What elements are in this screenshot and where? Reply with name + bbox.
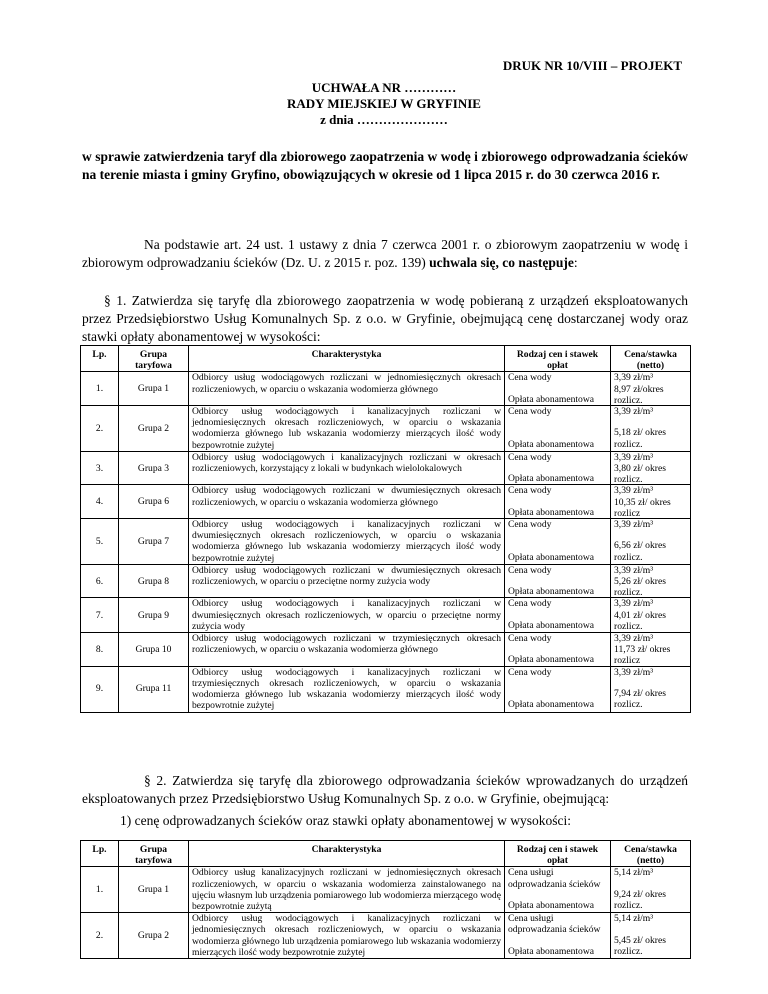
fee-kind-label: Opłata abonamentowa (508, 586, 595, 598)
legal-basis-text: Na podstawie art. 24 ust. 1 ustawy z dnia 7 czerwca 2001 r. o zbiorowym zaopatrzeniu w wodę i zbiorowym odprowadzaniu ścieków (Dz. U. z 2015 r. poz. 139) (82, 237, 688, 270)
fee-value: 7,94 zł/ okres rozlicz. (614, 688, 666, 711)
price-value: 3,39 zł/m³ (614, 451, 654, 463)
group-cell-text: Grupa 2 (137, 930, 170, 942)
price-cell-stack (614, 633, 687, 666)
price-cell (611, 867, 691, 913)
lp-cell (81, 372, 119, 406)
lp-cell-text: 1. (95, 884, 104, 896)
kind-cell-stack (508, 519, 607, 563)
resolution-topic: w sprawie zatwierdzenia taryf dla zbiorowego zaopatrzenia w wodę i zbiorowego odprowadzania ścieków na terenie miasta i gminy Gryfino, obowiązujących w okresie od 1 lipca 2015 r. do 30 czerwca 2016 r. (82, 149, 688, 182)
price-kind-label: Cena usługi odprowadzania ścieków (508, 913, 601, 936)
group-cell-text: Grupa 6 (137, 496, 170, 508)
resolution-date: z dnia ………………… (320, 112, 448, 127)
lp-cell-text: 7. (95, 609, 104, 621)
lp-cell (81, 666, 119, 712)
fee-value: 10,35 zł/ okres rozlicz (614, 496, 671, 519)
characteristic-cell: Odbiorcy usług wodociągowych rozliczani w jednomiesięcznych okresach rozliczeniowych, w oparciu o wskazania wodomierza głównego (189, 372, 505, 406)
lp-cell-text: 5. (95, 535, 104, 547)
price-cell (611, 564, 691, 598)
lp-cell (81, 867, 119, 913)
water-tariff-table (80, 345, 691, 713)
group-cell (119, 564, 189, 598)
kind-cell-stack (508, 667, 607, 711)
legal-basis (82, 236, 688, 272)
price-value: 3,39 zł/m³ (614, 406, 654, 418)
kind-cell-stack (508, 406, 607, 450)
group-cell-text: Grupa 8 (137, 575, 170, 587)
table-header-row (81, 841, 691, 867)
group-cell (119, 406, 189, 452)
sewage-tariff-table (80, 840, 691, 959)
price-cell-stack (614, 598, 687, 631)
kind-cell (505, 598, 611, 633)
price-cell (611, 485, 691, 519)
price-kind-label: Cena wody (508, 485, 552, 497)
group-cell-text: Grupa 2 (137, 422, 170, 434)
table-row (81, 372, 691, 406)
characteristic-cell: Odbiorcy usług wodociągowych i kanalizacyjnych rozliczani w jednomiesięcznych okresach rozliczeniowych, w oparciu o wskazania wodomierza głównego lub wskazania wodomierzy mierzących ilość wody bezpowrotnie zużytej (189, 406, 505, 452)
kind-cell (505, 406, 611, 452)
group-cell-text: Grupa 1 (137, 884, 170, 896)
price-value: 3,39 zł/m³ (614, 598, 654, 610)
price-cell-stack (614, 667, 687, 711)
kind-cell (505, 519, 611, 565)
price-cell-stack (614, 565, 687, 598)
fee-value: 8,97 zł/okres rozlicz. (614, 383, 664, 406)
fee-kind-label: Opłata abonamentowa (508, 551, 595, 563)
group-cell (119, 598, 189, 633)
characteristic-cell: Odbiorcy usług wodociągowych i kanalizacyjnych rozliczani w jednomiesięcznych okresach rozliczeniowych, w oparciu o wskazania wodomierza głównego lub urządzenia pomiarowego lub wskazania wodomierzy mierzących ilość wody bezpowrotnie zużytej (189, 913, 505, 959)
header-kind: Rodzaj cen i stawek opłat (505, 841, 611, 867)
price-cell-stack (614, 485, 687, 518)
table-row (81, 564, 691, 598)
characteristic-cell: Odbiorcy usług wodociągowych rozliczani w dwumiesięcznych okresach rozliczeniowych, w oparciu o przeciętne normy zużycia wody (189, 564, 505, 598)
sewage-table-body (81, 867, 691, 959)
lp-cell-text: 8. (95, 643, 104, 655)
paragraph-1: § 1. Zatwierdza się taryfę dla zbiorowego zaopatrzenia w wodę pobieraną z urządzeń eksploatowanych przez Przedsiębiorstwo Usług Komunalnych Sp. z o.o. w Gryfinie, obejmującą cenę dostarczanej wody oraz stawki opłaty abonamentowej w wysokości: (82, 293, 688, 344)
group-cell-text: Grupa 7 (137, 535, 170, 547)
druk-number: DRUK NR 10/VIII – PROJEKT (502, 58, 682, 73)
header-char: Charakterystyka (189, 841, 505, 867)
price-cell-stack (614, 867, 687, 911)
price-value: 5,14 zł/m³ (614, 913, 654, 925)
kind-cell-stack (508, 372, 607, 405)
price-cell (611, 519, 691, 565)
kind-cell (505, 666, 611, 712)
table-row (81, 485, 691, 519)
fee-value: 5,45 zł/ okres rozlicz. (614, 934, 666, 957)
price-cell (611, 913, 691, 959)
table-row (81, 519, 691, 565)
fee-kind-label: Opłata abonamentowa (508, 438, 595, 450)
lp-cell-text: 1. (95, 383, 104, 395)
header-price: Cena/stawka (netto) (611, 346, 691, 372)
price-kind-label: Cena wody (508, 633, 552, 645)
kind-cell (505, 485, 611, 519)
kind-cell-stack (508, 598, 607, 631)
header-price: Cena/stawka (netto) (611, 841, 691, 867)
kind-cell (505, 633, 611, 667)
fee-kind-label: Opłata abonamentowa (508, 945, 595, 957)
group-cell (119, 867, 189, 913)
kind-cell-stack (508, 867, 607, 911)
group-cell (119, 913, 189, 959)
lp-cell (81, 633, 119, 667)
lp-cell (81, 406, 119, 452)
price-kind-label: Cena wody (508, 564, 552, 576)
price-kind-label: Cena wody (508, 519, 552, 531)
lp-cell-text: 2. (95, 930, 104, 942)
price-value: 3,39 zł/m³ (614, 519, 654, 531)
group-cell-text: Grupa 11 (135, 683, 172, 695)
lp-cell (81, 913, 119, 959)
price-value: 5,14 zł/m³ (614, 867, 654, 879)
price-kind-label: Cena wody (508, 598, 552, 610)
fee-kind-label: Opłata abonamentowa (508, 473, 595, 485)
group-cell (119, 372, 189, 406)
table-row (81, 867, 691, 913)
price-cell (611, 666, 691, 712)
fee-value: 9,24 zł/ okres rozlicz. (614, 888, 666, 912)
lp-cell-text: 2. (95, 422, 104, 434)
characteristic-cell: Odbiorcy usług wodociągowych i kanalizacyjnych rozliczani w dwumiesięcznych okresach rozliczeniowych, w oparciu o przeciętne normy zużycia wody (189, 598, 505, 633)
kind-cell (505, 451, 611, 485)
kind-cell-stack (508, 485, 607, 518)
lp-cell (81, 564, 119, 598)
kind-cell (505, 564, 611, 598)
price-kind-label: Cena wody (508, 666, 552, 678)
price-cell-stack (614, 519, 687, 563)
header-group: Grupa taryfowa (119, 841, 189, 867)
characteristic-cell: Odbiorcy usług wodociągowych rozliczani w dwumiesięcznych okresach rozliczeniowych, w oparciu o wskazania wodomierza głównego (189, 485, 505, 519)
kind-cell (505, 913, 611, 959)
table-row (81, 451, 691, 485)
kind-cell-stack (508, 452, 607, 485)
fee-value: 5,18 zł/ okres rozlicz. (614, 427, 666, 450)
price-cell (611, 633, 691, 667)
table-row (81, 633, 691, 667)
table-row (81, 406, 691, 452)
legal-basis-end: : (573, 255, 578, 270)
price-kind-label: Cena usługi odprowadzania ścieków (508, 867, 601, 890)
price-cell-stack (614, 406, 687, 450)
table-header-row (81, 346, 691, 372)
lp-cell (81, 598, 119, 633)
header-char: Charakterystyka (189, 346, 505, 372)
price-cell-stack (614, 913, 687, 957)
price-cell-stack (614, 372, 687, 405)
characteristic-cell: Odbiorcy usług wodociągowych i kanalizacyjnych rozliczani w dwumiesięcznych okresach rozliczeniowych, w oparciu o wskazania wodomierza głównego lub wskazania wodomierzy mierzących ilość wody bezpowrotnie zużytej (189, 519, 505, 565)
price-cell (611, 406, 691, 452)
fee-kind-label: Opłata abonamentowa (508, 393, 595, 405)
price-cell (611, 451, 691, 485)
water-table-body (81, 372, 691, 712)
lp-cell (81, 485, 119, 519)
table-row (81, 598, 691, 633)
group-cell-text: Grupa 10 (135, 643, 172, 655)
fee-value: 4,01 zł/ okres rozlicz. (614, 609, 666, 632)
council-name: RADY MIEJSKIEJ W GRYFINIE (287, 96, 481, 111)
price-cell-stack (614, 452, 687, 485)
lp-cell-text: 4. (95, 496, 104, 508)
characteristic-cell: Odbiorcy usług wodociągowych i kanalizacyjnych rozliczani w trzymiesięcznych okresach rozliczeniowych, w oparciu o wskazania wodomierza głównego lub wskazania wodomierzy mierzących ilość wody bezpowrotnie zużytej (189, 666, 505, 712)
lp-cell-text: 9. (95, 683, 104, 695)
fee-kind-label: Opłata abonamentowa (508, 619, 595, 631)
paragraph-2-item: 1) cenę odprowadzanych ścieków oraz stawki opłaty abonamentowej w wysokości: (120, 813, 571, 828)
price-kind-label: Cena wody (508, 372, 552, 384)
lp-cell (81, 451, 119, 485)
fee-kind-label: Opłata abonamentowa (508, 506, 595, 518)
group-cell (119, 451, 189, 485)
group-cell (119, 666, 189, 712)
kind-cell (505, 867, 611, 913)
fee-kind-label: Opłata abonamentowa (508, 900, 595, 912)
group-cell-text: Grupa 3 (137, 462, 170, 474)
paragraph-2: § 2. Zatwierdza się taryfę dla zbiorowego odprowadzania ścieków wprowadzanych do urządzeń eksploatowanych przez Przedsiębiorstwo Usług Komunalnych Sp. z o.o. w Gryfinie, obejmującą: (82, 773, 688, 806)
characteristic-cell: Odbiorcy usług wodociągowych rozliczani w trzymiesięcznych okresach rozliczeniowych, w oparciu o wskazania wodomierza głównego (189, 633, 505, 667)
header-lp: Lp. (81, 346, 119, 372)
fee-value: 6,56 zł/ okres rozlicz. (614, 540, 666, 563)
group-cell (119, 519, 189, 565)
price-value: 3,39 zł/m³ (614, 485, 654, 497)
price-value: 3,39 zł/m³ (614, 633, 654, 645)
kind-cell-stack (508, 633, 607, 666)
price-value: 3,39 zł/m³ (614, 564, 654, 576)
header-kind: Rodzaj cen i stawek opłat (505, 346, 611, 372)
kind-cell (505, 372, 611, 406)
price-kind-label: Cena wody (508, 451, 552, 463)
lp-cell (81, 519, 119, 565)
price-cell (611, 598, 691, 633)
header-lp: Lp. (81, 841, 119, 867)
fee-value: 3,80 zł/ okres rozlicz. (614, 463, 666, 486)
characteristic-cell: Odbiorcy usług kanalizacyjnych rozliczani w jednomiesięcznych okresach rozliczeniowych, w oparciu o wskazania wodomierza zainstalowanego na ujęciu własnym lub urządzenia pomiarowego lub wodomierza mierzącego wodę bezpowrotnie zużytą (189, 867, 505, 913)
resolution-number: UCHWAŁA NR ………… (311, 80, 457, 95)
group-cell-text: Grupa 1 (137, 383, 170, 395)
fee-value: 5,26 zł/ okres rozlicz. (614, 576, 666, 599)
price-kind-label: Cena wody (508, 406, 552, 418)
kind-cell-stack (508, 565, 607, 598)
table-row (81, 666, 691, 712)
fee-kind-label: Opłata abonamentowa (508, 699, 595, 711)
group-cell-text: Grupa 9 (137, 609, 170, 621)
price-value: 3,39 zł/m³ (614, 372, 654, 384)
legal-basis-bold: uchwala się, co następuje (429, 255, 574, 270)
fee-value: 11,73 zł/ okres rozlicz (614, 644, 671, 667)
table-row (81, 913, 691, 959)
lp-cell-text: 3. (95, 462, 104, 474)
characteristic-cell: Odbiorcy usług wodociągowych i kanalizacyjnych rozliczani w okresach rozliczeniowych, korzystający z lokali w budynkach wielolokalowych (189, 451, 505, 485)
group-cell (119, 485, 189, 519)
kind-cell-stack (508, 913, 607, 957)
group-cell (119, 633, 189, 667)
lp-cell-text: 6. (95, 575, 104, 587)
price-value: 3,39 zł/m³ (614, 666, 654, 678)
fee-kind-label: Opłata abonamentowa (508, 654, 595, 666)
header-group: Grupa taryfowa (119, 346, 189, 372)
price-cell (611, 372, 691, 406)
